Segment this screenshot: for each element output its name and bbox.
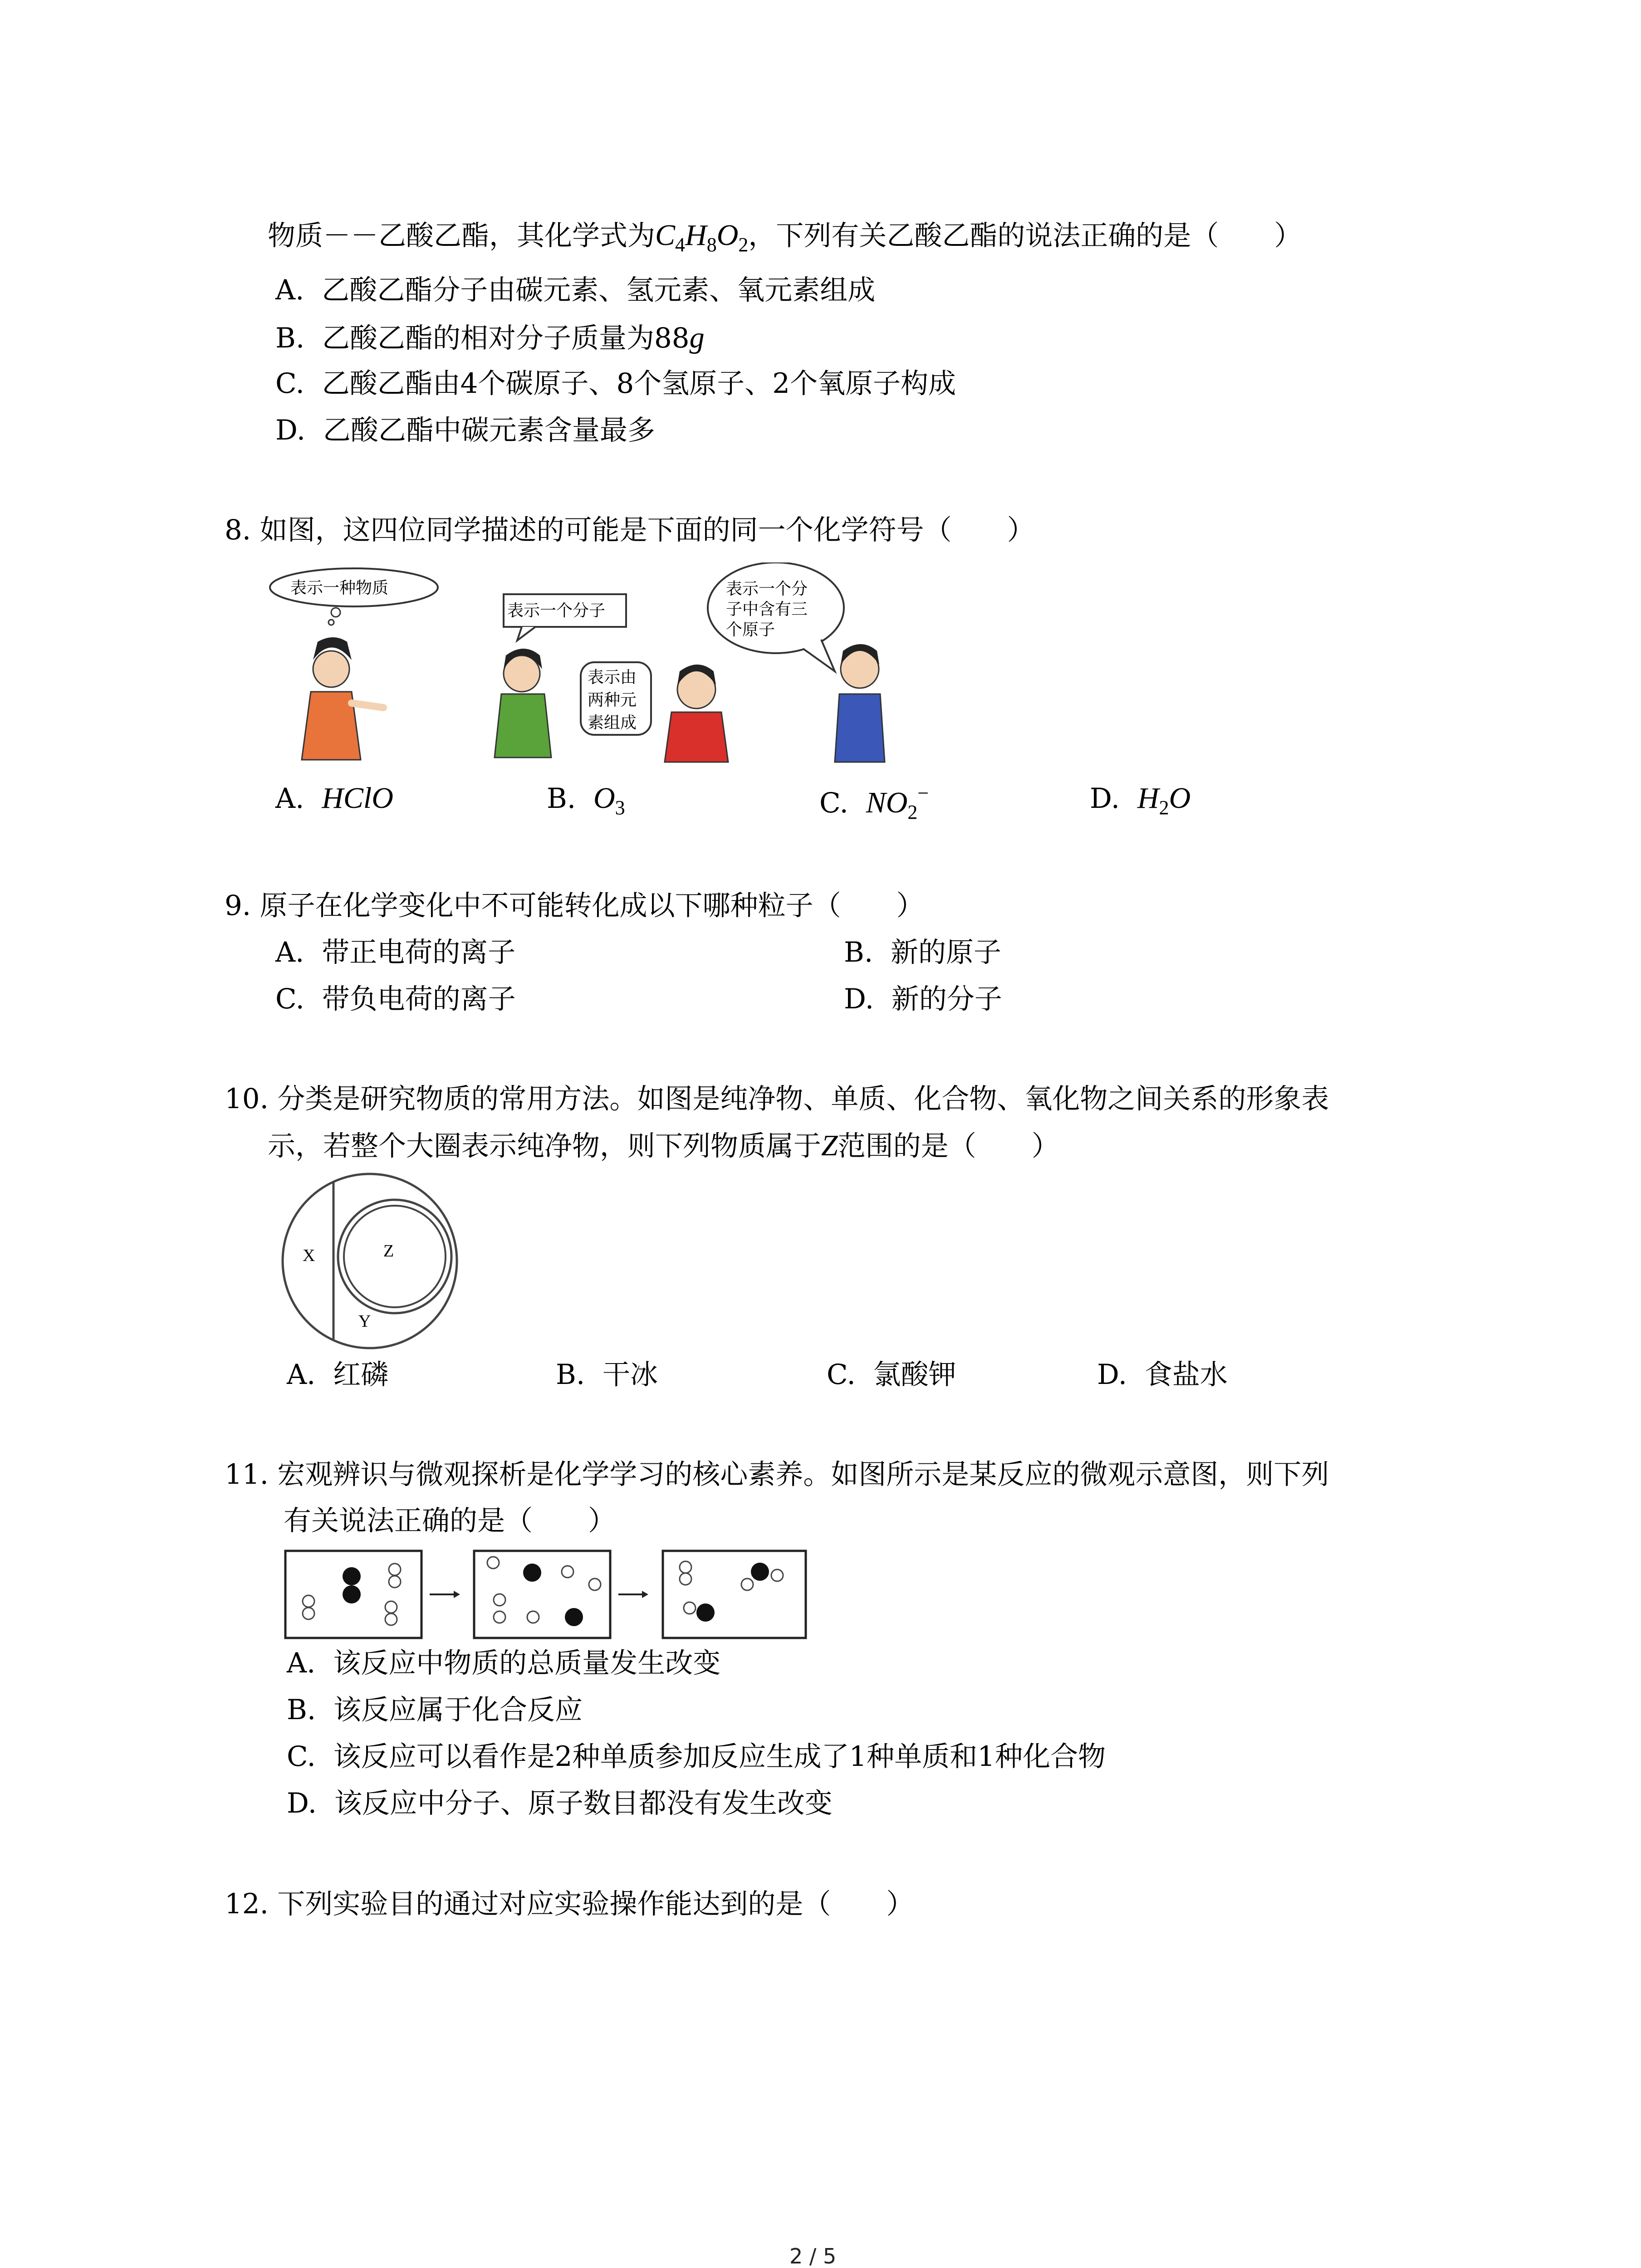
q8-students-figure <box>268 562 767 771</box>
speech-bubble-3 <box>581 662 651 735</box>
q7-option-c: C. 乙酸乙酯由4个碳原子、8个氢原子、2个氧原子构成 <box>275 367 956 400</box>
speech-bubble-4 <box>708 562 844 671</box>
q11-stem-line2: 有关说法正确的是（ ） <box>284 1505 616 1537</box>
speech-bubble-2 <box>504 594 626 640</box>
thought-bubble-1 <box>270 568 438 625</box>
q7-option-a: A. 乙酸乙酯分子由碳元素、氢元素、氧元素组成 <box>275 274 876 306</box>
q9-option-a: A. 带正电荷的离子 <box>275 936 516 968</box>
label-y: Y <box>358 1312 371 1331</box>
q9-option-b: B. 新的原子 <box>844 936 1002 968</box>
q8-student-right-figure <box>699 562 889 771</box>
q11-option-d: D. 该反应中分子、原子数目都没有发生改变 <box>287 1787 833 1819</box>
q9-option-c: C. 带负电荷的离子 <box>275 983 516 1015</box>
q10-stem-line1: 10. 分类是研究物质的常用方法。如图是纯净物、单质、化合物、氧化物之间关系的形象表 <box>225 1083 1329 1115</box>
reaction-before-box <box>285 1551 421 1638</box>
q9-option-d: D. 新的分子 <box>844 983 1002 1015</box>
q11-option-c: C. 该反应可以看作是2种单质参加反应生成了1种单质和1种化合物 <box>287 1740 1106 1773</box>
page-number: 2 / 5 <box>789 2244 837 2268</box>
q10-option-d: D. 食盐水 <box>1097 1359 1228 1391</box>
q11-option-a: A. 该反应中物质的总质量发生改变 <box>287 1647 721 1679</box>
q7-option-b: B. 乙酸乙酯的相对分子质量为88g <box>275 321 705 354</box>
bubble-text-2: 表示一个分子 <box>507 601 606 620</box>
q7-option-d: D. 乙酸乙酯中碳元素含量最多 <box>275 414 655 446</box>
q10-option-c: C. 氯酸钾 <box>827 1359 956 1391</box>
q11-option-b: B. 该反应属于化合反应 <box>287 1694 583 1726</box>
label-x: X <box>303 1246 315 1265</box>
label-z: Z <box>383 1242 394 1261</box>
student-girl-icon <box>302 637 383 760</box>
q11-reaction-diagram <box>284 1549 810 1640</box>
q10-stem-line2: 示，若整个大圈表示纯净物，则下列物质属于Z范围的是（ ） <box>268 1129 1059 1162</box>
reaction-middle-box <box>474 1551 610 1638</box>
q7-formula: $C_4H_8O_2$ <box>655 219 749 256</box>
arrow-icon <box>618 1591 648 1598</box>
q8-option-c: C. $NO_2^-$ <box>819 782 929 823</box>
svg-text:个原子: 个原子 <box>726 621 775 639</box>
reaction-after-box <box>663 1551 806 1638</box>
arrow-icon <box>430 1591 460 1598</box>
student-boy-blue-icon <box>835 644 885 762</box>
q8-stem: 8. 如图，这四位同学描述的可能是下面的同一个化学符号（ ） <box>225 514 1035 546</box>
q8-option-b: B. $O_3$ <box>547 782 625 819</box>
svg-text:两种元: 两种元 <box>588 691 637 709</box>
q11-stem-line1: 11. 宏观辨识与微观探析是化学学习的核心素养。如图所示是某反应的微观示意图，则下列 <box>225 1458 1329 1491</box>
q7-stem: 物质－－乙酸乙酯，其化学式为$C_4H_8O_2$，下列有关乙酸乙酯的说法正确的是（ ） <box>268 219 1302 256</box>
q9-stem: 9. 原子在化学变化中不可能转化成以下哪种粒子（ ） <box>225 890 924 922</box>
q10-option-b: B. 干冰 <box>556 1359 658 1391</box>
q8-option-a: A. HClO <box>275 782 393 815</box>
svg-text:素组成: 素组成 <box>588 714 637 732</box>
q10-classification-diagram <box>279 1170 465 1356</box>
bubble-text-1: 表示一种物质 <box>290 579 389 597</box>
q12-stem: 12. 下列实验目的通过对应实验操作能达到的是（ ） <box>225 1888 914 1920</box>
svg-text:子中含有三: 子中含有三 <box>726 600 808 619</box>
svg-text:表示一个分: 表示一个分 <box>726 580 808 598</box>
student-boy-green-icon <box>495 649 551 758</box>
svg-text:表示由: 表示由 <box>588 668 637 687</box>
q8-option-d: D. $H_2O$ <box>1090 782 1191 819</box>
q10-option-a: A. 红磷 <box>287 1359 389 1391</box>
